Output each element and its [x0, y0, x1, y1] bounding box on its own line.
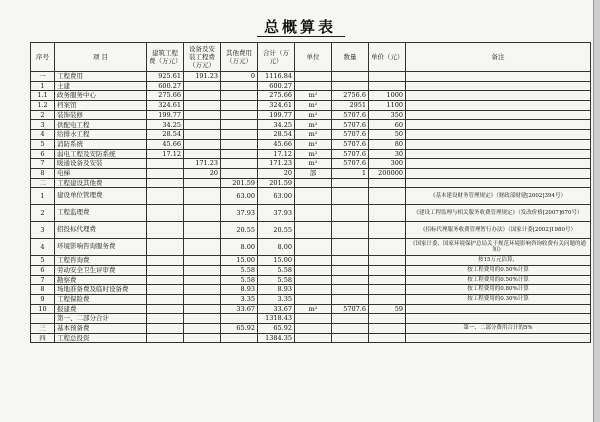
cell-unit [295, 265, 332, 275]
cell-building-cost: 28.54 [147, 130, 184, 140]
table-row [31, 285, 591, 295]
cell-unit-price: 1100 [369, 101, 406, 111]
cell-other-cost [221, 333, 258, 343]
cell-unit-price: 30 [369, 149, 406, 159]
cell-remarks [406, 101, 591, 111]
table-row [31, 110, 591, 120]
cell-item: 招投标代理费 [55, 222, 147, 239]
cell-unit: m² [295, 130, 332, 140]
cell-other-cost [221, 91, 258, 101]
cell-unit-price [369, 256, 406, 266]
cell-item: 工程保险费 [55, 295, 147, 305]
cell-remarks [406, 159, 591, 169]
table-row [31, 304, 591, 314]
cell-total: 171.23 [258, 159, 295, 169]
cell-building-cost [147, 188, 184, 205]
cell-no: 1 [31, 188, 55, 205]
cell-equipment-cost [184, 239, 221, 256]
cell-equipment-cost [184, 110, 221, 120]
table-body [31, 72, 591, 343]
table-row [31, 120, 591, 130]
header-no: 序号 [31, 43, 55, 72]
cell-other-cost: 5.58 [221, 265, 258, 275]
cell-item: 场地准备费及临时设备费 [55, 285, 147, 295]
cell-quantity: 5707.6 [332, 110, 369, 120]
cell-equipment-cost [184, 265, 221, 275]
cell-remarks: 按工程费用的0.50%计算 [406, 275, 591, 285]
table-row [31, 101, 591, 111]
cell-unit-price [369, 285, 406, 295]
cell-equipment-cost [184, 275, 221, 285]
cell-building-cost: 199.77 [147, 110, 184, 120]
cell-total: 8.00 [258, 239, 295, 256]
cell-unit-price: 300 [369, 159, 406, 169]
table-row [31, 265, 591, 275]
cell-equipment-cost [184, 295, 221, 305]
cell-item: 工程费用 [55, 72, 147, 82]
cell-other-cost: 20.55 [221, 222, 258, 239]
cell-quantity [332, 256, 369, 266]
cell-no: 4 [31, 130, 55, 140]
cell-unit [295, 81, 332, 91]
cell-building-cost [147, 222, 184, 239]
cell-building-cost: 324.61 [147, 101, 184, 111]
cell-total: 1384.35 [258, 333, 295, 343]
cell-item: 勘察费 [55, 275, 147, 285]
cell-total: 275.66 [258, 91, 295, 101]
table-row [31, 149, 591, 159]
cell-unit-price [369, 265, 406, 275]
cell-total: 5.58 [258, 265, 295, 275]
cell-other-cost [221, 159, 258, 169]
cell-no: 6 [31, 265, 55, 275]
cell-remarks [406, 139, 591, 149]
cell-unit: m² [295, 304, 332, 314]
cell-other-cost: 201.59 [221, 178, 258, 188]
cell-quantity [332, 333, 369, 343]
header-total: 合计（万元） [258, 43, 295, 72]
cell-no: 6 [31, 149, 55, 159]
cell-total: 3.35 [258, 295, 295, 305]
cell-building-cost [147, 265, 184, 275]
cell-other-cost: 0 [221, 72, 258, 82]
cell-unit [295, 188, 332, 205]
header-remarks: 备注 [406, 43, 591, 72]
cell-unit-price: 60 [369, 120, 406, 130]
cell-unit: m² [295, 101, 332, 111]
cell-quantity [332, 239, 369, 256]
cell-total: 20.55 [258, 222, 295, 239]
cell-item: 工程咨询费 [55, 256, 147, 266]
cell-other-cost [221, 139, 258, 149]
cell-total: 5.58 [258, 275, 295, 285]
cell-building-cost: 17.12 [147, 149, 184, 159]
cell-total: 28.54 [258, 130, 295, 140]
cell-other-cost: 15.00 [221, 256, 258, 266]
cell-no: 7 [31, 275, 55, 285]
cell-remarks [406, 91, 591, 101]
cell-equipment-cost [184, 188, 221, 205]
cell-no: 3 [31, 222, 55, 239]
page-title: 总概算表 [263, 18, 336, 36]
cell-quantity: 5707.6 [332, 304, 369, 314]
cell-quantity: 5707.6 [332, 149, 369, 159]
cell-quantity [332, 295, 369, 305]
title-underline [257, 36, 345, 37]
cell-total: 17.12 [258, 149, 295, 159]
cell-total: 20 [258, 168, 295, 178]
cell-unit-price: 1000 [369, 91, 406, 101]
cell-other-cost: 8.00 [221, 239, 258, 256]
cell-total: 1116.84 [258, 72, 295, 82]
header-equipment-cost: 设备及安装工程费（万元） [184, 43, 221, 72]
cell-total: 324.61 [258, 101, 295, 111]
cell-item: 弱电工程及安防系统 [55, 149, 147, 159]
cell-other-cost [221, 130, 258, 140]
cell-no: 9 [31, 295, 55, 305]
cell-item: 档案馆 [55, 101, 147, 111]
cell-unit: m² [295, 139, 332, 149]
cell-quantity [332, 265, 369, 275]
cell-item: 土建 [55, 81, 147, 91]
cell-no: 8 [31, 168, 55, 178]
cell-remarks [406, 178, 591, 188]
cell-equipment-cost [184, 120, 221, 130]
cell-other-cost: 8.93 [221, 285, 258, 295]
cell-item: 给排水工程 [55, 130, 147, 140]
cell-total: 45.66 [258, 139, 295, 149]
cell-equipment-cost [184, 149, 221, 159]
cell-unit [295, 72, 332, 82]
header-item: 项 目 [55, 43, 147, 72]
cell-remarks: 按工程费用的0.80%计算 [406, 285, 591, 295]
cell-total: 1318.43 [258, 314, 295, 324]
cell-building-cost [147, 159, 184, 169]
cell-unit-price [369, 324, 406, 334]
cell-equipment-cost [184, 101, 221, 111]
cell-equipment-cost [184, 139, 221, 149]
cell-other-cost: 37.93 [221, 205, 258, 222]
table-row [31, 275, 591, 285]
cell-building-cost [147, 295, 184, 305]
cell-unit-price: 350 [369, 110, 406, 120]
page-edge [594, 0, 600, 422]
cell-equipment-cost: 171.23 [184, 159, 221, 169]
cell-building-cost: 275.66 [147, 91, 184, 101]
cell-quantity: 5707.6 [332, 159, 369, 169]
table-row [31, 81, 591, 91]
cell-no: 3 [31, 120, 55, 130]
cell-building-cost: 34.25 [147, 120, 184, 130]
cell-other-cost [221, 120, 258, 130]
table-row [31, 139, 591, 149]
cell-unit [295, 314, 332, 324]
cell-quantity: 2951 [332, 101, 369, 111]
cell-no: 2 [31, 205, 55, 222]
cell-no: 四 [31, 333, 55, 343]
cell-item: 报建费 [55, 304, 147, 314]
table-row [31, 333, 591, 343]
cell-equipment-cost [184, 205, 221, 222]
cell-other-cost [221, 110, 258, 120]
cell-unit: m² [295, 159, 332, 169]
cell-unit [295, 285, 332, 295]
cell-building-cost [147, 324, 184, 334]
cell-item: 工程监理费 [55, 205, 147, 222]
cell-remarks [406, 120, 591, 130]
cell-remarks: 《基本建设财务管理规定》（财政部财建[2002]394号） [406, 188, 591, 205]
cell-total: 33.67 [258, 304, 295, 314]
cell-quantity: 2756.6 [332, 91, 369, 101]
cell-unit-price [369, 239, 406, 256]
cell-quantity: 1 [332, 168, 369, 178]
cell-remarks [406, 168, 591, 178]
cell-equipment-cost [184, 285, 221, 295]
table-row [31, 324, 591, 334]
cell-total: 8.93 [258, 285, 295, 295]
cell-unit [295, 222, 332, 239]
cell-building-cost [147, 168, 184, 178]
cell-equipment-cost [184, 304, 221, 314]
cell-no: 二 [31, 178, 55, 188]
cell-item: 劳动安全卫生评审费 [55, 265, 147, 275]
cell-unit: m² [295, 149, 332, 159]
cell-unit-price [369, 72, 406, 82]
cell-quantity: 5707.6 [332, 139, 369, 149]
cell-unit [295, 333, 332, 343]
cell-other-cost: 33.67 [221, 304, 258, 314]
cell-no: 2 [31, 110, 55, 120]
cell-quantity [332, 188, 369, 205]
cell-unit-price: 50 [369, 130, 406, 140]
cell-quantity [332, 314, 369, 324]
cell-other-cost [221, 149, 258, 159]
cell-quantity [332, 285, 369, 295]
table-row [31, 222, 591, 239]
cell-equipment-cost [184, 178, 221, 188]
cell-other-cost [221, 314, 258, 324]
cell-building-cost [147, 333, 184, 343]
cell-equipment-cost [184, 130, 221, 140]
cell-remarks: 第一、二部分费用合计的5% [406, 324, 591, 334]
cell-item: 工程建设其他费 [55, 178, 147, 188]
table-row [31, 178, 591, 188]
cell-unit: 部 [295, 168, 332, 178]
cell-remarks: 按工程费用的0.30%计算 [406, 295, 591, 305]
cell-unit [295, 295, 332, 305]
cell-no: 5 [31, 256, 55, 266]
cell-unit-price [369, 222, 406, 239]
cell-item: 工程总投资 [55, 333, 147, 343]
cell-remarks: 按15万元估算， [406, 256, 591, 266]
cell-no: 7 [31, 159, 55, 169]
cell-unit-price [369, 295, 406, 305]
header-unit: 单位 [295, 43, 332, 72]
cell-other-cost [221, 81, 258, 91]
table-row [31, 239, 591, 256]
cell-no [31, 314, 55, 324]
cell-no: 1 [31, 81, 55, 91]
cell-unit-price [369, 333, 406, 343]
table-row [31, 91, 591, 101]
cell-remarks [406, 130, 591, 140]
cell-building-cost [147, 178, 184, 188]
cell-equipment-cost [184, 91, 221, 101]
cell-building-cost [147, 205, 184, 222]
cell-no: 一 [31, 72, 55, 82]
cell-item: 消防系统 [55, 139, 147, 149]
cell-unit-price [369, 178, 406, 188]
cell-equipment-cost [184, 256, 221, 266]
cell-item: 电梯 [55, 168, 147, 178]
cell-unit: m² [295, 120, 332, 130]
cell-unit-price: 80 [369, 139, 406, 149]
cell-building-cost: 600.27 [147, 81, 184, 91]
cell-remarks [406, 149, 591, 159]
table-row [31, 314, 591, 324]
cell-building-cost [147, 275, 184, 285]
cell-unit-price: 200000 [369, 168, 406, 178]
cell-other-cost [221, 101, 258, 111]
cell-quantity [332, 275, 369, 285]
cell-no: 1.1 [31, 91, 55, 101]
cell-total: 15.00 [258, 256, 295, 266]
cell-unit: m² [295, 110, 332, 120]
cell-building-cost [147, 239, 184, 256]
cell-other-cost: 65.92 [221, 324, 258, 334]
cell-equipment-cost: 191.23 [184, 72, 221, 82]
cell-total: 63.00 [258, 188, 295, 205]
cell-no: 4 [31, 239, 55, 256]
cell-other-cost: 5.58 [221, 275, 258, 285]
cell-quantity [332, 81, 369, 91]
table-row [31, 295, 591, 305]
cell-remarks: 《建设工程监理与相关服务收费管理规定》（发改价格[2007]670号） [406, 205, 591, 222]
cell-total: 600.27 [258, 81, 295, 91]
cell-item: 基本预备费 [55, 324, 147, 334]
cell-remarks: 《国家计委、国家环境保护总局关于规范环境影响咨询收费有关问题的通知》 [406, 239, 591, 256]
cell-remarks [406, 110, 591, 120]
cell-quantity: 5707.6 [332, 120, 369, 130]
cell-total: 34.25 [258, 120, 295, 130]
cell-item: 环境影响咨询服务费 [55, 239, 147, 256]
cell-no: 8 [31, 285, 55, 295]
cell-quantity [332, 222, 369, 239]
cell-other-cost: 63.00 [221, 188, 258, 205]
cell-remarks [406, 304, 591, 314]
budget-table [30, 42, 591, 343]
cell-remarks [406, 314, 591, 324]
cell-other-cost [221, 168, 258, 178]
cell-no: 10 [31, 304, 55, 314]
cell-equipment-cost [184, 333, 221, 343]
cell-building-cost [147, 285, 184, 295]
cell-other-cost: 3.35 [221, 295, 258, 305]
cell-unit [295, 239, 332, 256]
header-quantity: 数量 [332, 43, 369, 72]
table-row [31, 159, 591, 169]
cell-item: 政务服务中心 [55, 91, 147, 101]
cell-quantity [332, 205, 369, 222]
table-row [31, 205, 591, 222]
cell-unit-price [369, 314, 406, 324]
cell-unit-price [369, 275, 406, 285]
cell-equipment-cost [184, 324, 221, 334]
cell-unit [295, 324, 332, 334]
cell-quantity [332, 72, 369, 82]
cell-unit-price [369, 188, 406, 205]
cell-unit [295, 275, 332, 285]
cell-unit-price: 59 [369, 304, 406, 314]
cell-building-cost [147, 256, 184, 266]
cell-building-cost [147, 314, 184, 324]
cell-total: 199.77 [258, 110, 295, 120]
cell-remarks: 按工程费用的0.50%计算 [406, 265, 591, 275]
cell-unit [295, 256, 332, 266]
cell-remarks [406, 333, 591, 343]
cell-building-cost [147, 304, 184, 314]
cell-building-cost: 925.61 [147, 72, 184, 82]
header-other-cost: 其他费用（万元） [221, 43, 258, 72]
cell-no: 三 [31, 324, 55, 334]
cell-unit: m² [295, 91, 332, 101]
cell-item: 装饰装修 [55, 110, 147, 120]
header-row [31, 43, 591, 72]
cell-unit-price [369, 81, 406, 91]
cell-no: 1.2 [31, 101, 55, 111]
cell-total: 37.93 [258, 205, 295, 222]
header-building-cost: 建筑工程费（万元） [147, 43, 184, 72]
cell-item: 第一、二部分合计 [55, 314, 147, 324]
cell-item: 建设单位管理费 [55, 188, 147, 205]
cell-equipment-cost: 20 [184, 168, 221, 178]
cell-quantity [332, 324, 369, 334]
table-row [31, 72, 591, 82]
cell-total: 201.59 [258, 178, 295, 188]
cell-unit [295, 205, 332, 222]
cell-equipment-cost [184, 222, 221, 239]
header-unit-price: 单价（元） [369, 43, 406, 72]
table-row [31, 188, 591, 205]
cell-quantity [332, 178, 369, 188]
cell-unit-price [369, 205, 406, 222]
cell-remarks [406, 81, 591, 91]
cell-remarks: 《招标代理服务收费管理暂行办法》（国家计委[2002]1980号） [406, 222, 591, 239]
cell-item: 暖通设备及安装 [55, 159, 147, 169]
cell-unit [295, 178, 332, 188]
cell-remarks [406, 72, 591, 82]
cell-quantity: 5707.6 [332, 130, 369, 140]
cell-total: 65.92 [258, 324, 295, 334]
table-row [31, 256, 591, 266]
cell-equipment-cost [184, 81, 221, 91]
table-row [31, 168, 591, 178]
cell-equipment-cost [184, 314, 221, 324]
cell-no: 5 [31, 139, 55, 149]
cell-item: 供配电工程 [55, 120, 147, 130]
cell-building-cost: 45.66 [147, 139, 184, 149]
table-row [31, 130, 591, 140]
